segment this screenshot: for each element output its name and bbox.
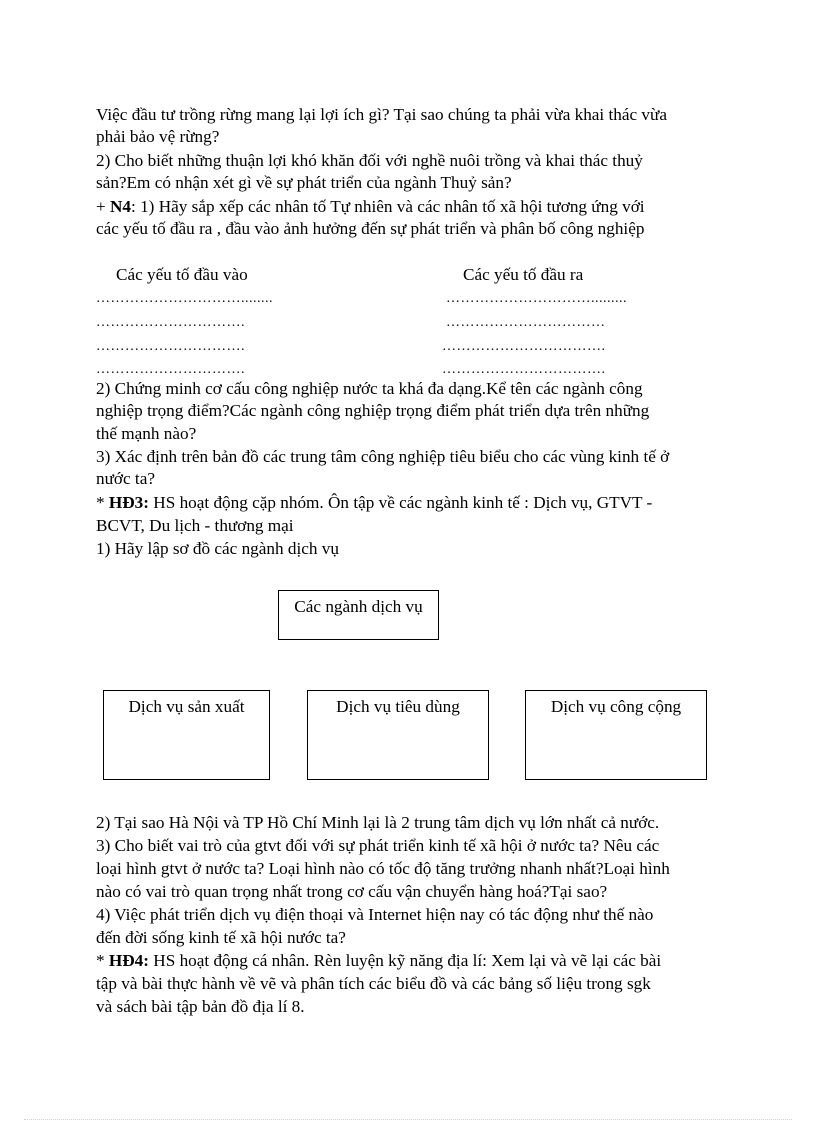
blank-line-right: ………………………….........	[446, 291, 627, 306]
diagram-root-label: Các ngành dịch vụ	[294, 597, 423, 616]
question-text: 2) Tại sao Hà Nội và TP Hồ Chí Minh lại là 2 trung tâm dịch vụ lớn nhất cả nước.	[96, 813, 660, 832]
activity-hd4-heading: * HĐ4: HS hoạt động cá nhân. Rèn luyện kỹ năng địa lí: Xem lại và vẽ lại các bài	[96, 951, 662, 970]
question-text: phải bảo vệ rừng?	[96, 127, 220, 146]
question-text: nào có vai trò quan trọng nhất trong cơ cấu vận chuyển hàng hoá?Tại sao?	[96, 882, 608, 901]
question-text: các yếu tố đầu ra , đầu vào ảnh hưởng đến sự phát triển và phân bố công nghiệp	[96, 219, 645, 238]
question-text: Việc đầu tư trồng rừng mang lại lợi ích gì? Tại sao chúng ta phải vừa khai thác vừa	[96, 105, 667, 124]
diagram-child-box	[307, 690, 489, 780]
diagram-child-box	[525, 690, 707, 780]
diagram-child-label: Dịch vụ tiêu dùng	[336, 697, 460, 716]
question-text: 3) Cho biết vai trò của gtvt đối với sự phát triển kinh tế xã hội ở nước ta? Nêu các	[96, 836, 660, 855]
question-text: 1) Hãy lập sơ đồ các ngành dịch vụ	[96, 539, 339, 558]
diagram-child-label: Dịch vụ công cộng	[550, 697, 682, 716]
question-text: 2) Cho biết những thuận lợi khó khăn đối với nghề nuôi trồng và khai thác thuỷ	[96, 151, 643, 170]
question-text: 3) Xác định trên bản đồ các trung tâm công nghiệp tiêu biểu cho các vùng kinh tế ở	[96, 447, 670, 466]
blank-line-right: …………………………….	[442, 339, 606, 354]
question-text: nghiệp trọng điểm?Các ngành công nghiệp trọng điểm phát triển dựa trên những	[96, 401, 650, 420]
activity-hd3-heading: * HĐ3: HS hoạt động cặp nhóm. Ôn tập về các ngành kinh tế : Dịch vụ, GTVT -	[96, 493, 653, 512]
diagram-root-box	[278, 590, 439, 640]
blank-line-left: ………………………….	[96, 315, 245, 330]
question-text: loại hình gtvt ở nước ta? Loại hình nào có tốc độ tăng trưởng nhanh nhất?Loại hình	[96, 859, 670, 878]
question-text: và sách bài tập bản đồ địa lí 8.	[96, 997, 305, 1016]
question-text: đến đời sống kinh tế xã hội nước ta?	[96, 928, 346, 947]
blank-line-left: ………………………….	[96, 339, 245, 354]
page-footer-divider	[24, 1119, 792, 1120]
blank-line-right: …………………………….	[442, 362, 606, 377]
question-text: 2) Chứng minh cơ cấu công nghiệp nước ta khá đa dạng.Kể tên các ngành công	[96, 379, 643, 398]
blank-line-left: …………………………........	[96, 291, 273, 306]
question-text: thế mạnh nào?	[96, 424, 197, 443]
inputs-column-header: Các yếu tố đầu vào	[116, 265, 248, 284]
diagram-child-label: Dịch vụ sản xuất	[128, 697, 245, 716]
question-text: sản?Em có nhận xét gì về sự phát triển của ngành Thuỷ sản?	[96, 173, 512, 192]
activity-hd4-label: HĐ4:	[108, 951, 149, 970]
activity-hd3-label: HĐ3:	[108, 493, 149, 512]
outputs-column-header: Các yếu tố đầu ra	[463, 265, 584, 284]
question-text: 4) Việc phát triển dịch vụ điện thoại và Internet hiện nay có tác động như thế nào	[96, 905, 654, 924]
diagram-child-box	[103, 690, 270, 780]
group-n4-heading: + N4: 1) Hãy sắp xếp các nhân tố Tự nhiên và các nhân tố xã hội tương ứng với	[96, 197, 645, 216]
question-text: nước ta?	[96, 469, 155, 488]
group-n4-label: N4	[110, 197, 132, 216]
question-text: BCVT, Du lịch - thương mại	[96, 516, 294, 535]
question-text: tập và bài thực hành về vẽ và phân tích các biểu đồ và các bảng số liệu trong sgk	[96, 974, 651, 993]
blank-line-left: ………………………….	[96, 362, 245, 377]
blank-line-right: ……………………………	[446, 315, 606, 330]
